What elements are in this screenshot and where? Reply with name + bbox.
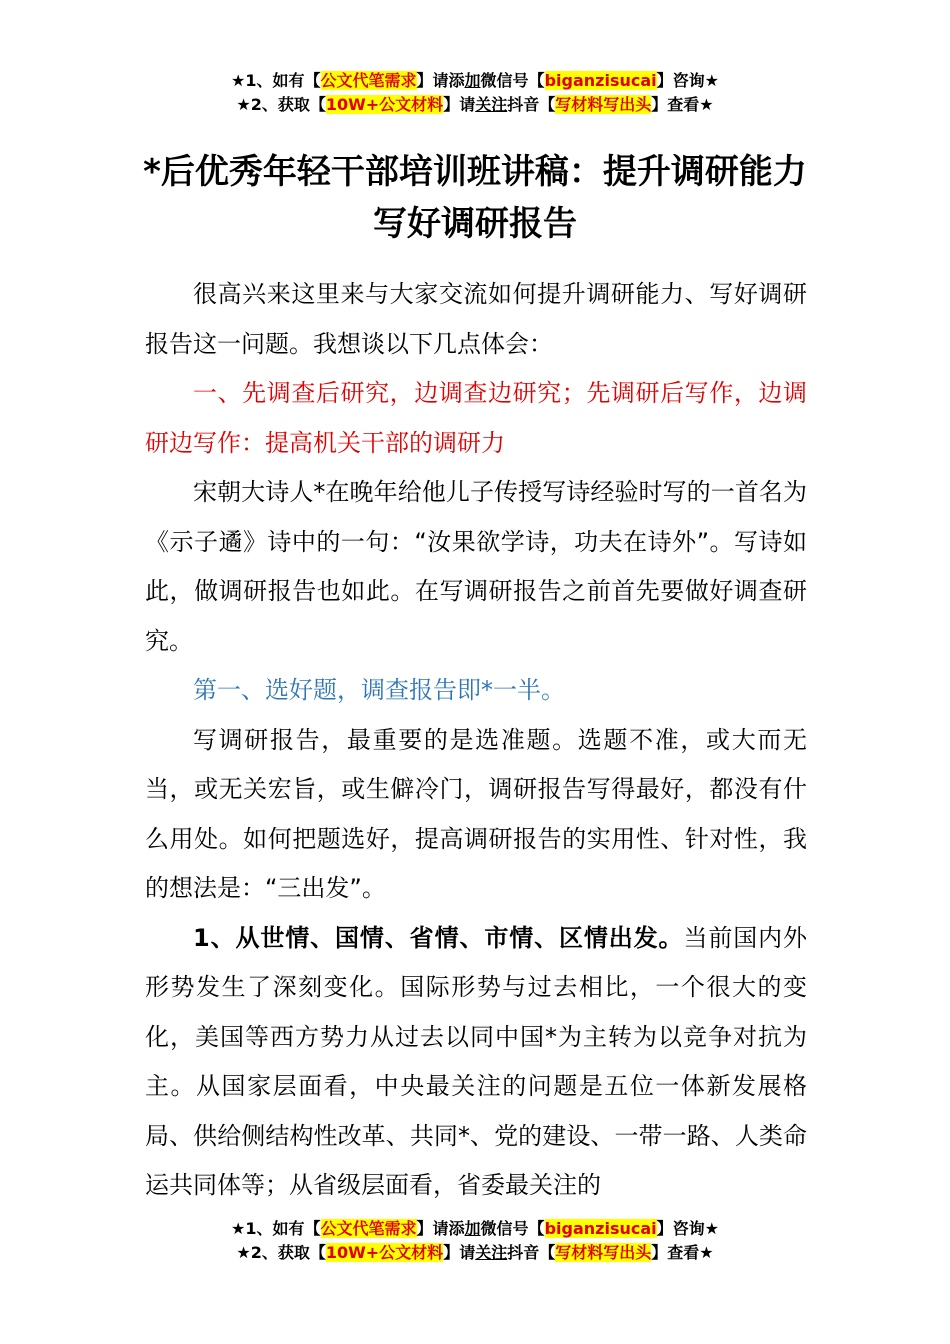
- banner-text: 】请: [443, 1243, 476, 1262]
- underlined-text: 关注: [475, 95, 508, 114]
- highlight-wechat-id: biganzisucai: [544, 1219, 657, 1238]
- banner-text: 】查看★: [651, 1243, 714, 1262]
- highlight-materials: 10W+公文材料: [325, 95, 444, 114]
- banner-line-2: [0, 1241, 950, 1265]
- document-body: [145, 270, 807, 1211]
- header-banner: [0, 69, 950, 117]
- subsection-heading: 第一、选好题，调查报告即*一半。: [193, 676, 565, 704]
- underlined-text: 加: [464, 1219, 481, 1238]
- highlight-wechat-id: biganzisucai: [544, 71, 657, 90]
- banner-text: ★1、如有【: [231, 71, 321, 90]
- body-paragraph: [145, 914, 807, 1211]
- banner-text: 微信号【: [480, 71, 545, 90]
- banner-text: 】请: [443, 95, 476, 114]
- footer-banner: [0, 1217, 950, 1265]
- highlight-service: 公文代笔需求: [320, 71, 417, 90]
- highlight-douyin: 写材料写出头: [555, 95, 652, 114]
- highlight-materials: 10W+公文材料: [325, 1243, 444, 1262]
- banner-text: ★1、如有【: [231, 1219, 321, 1238]
- body-paragraph: 宋朝大诗人*在晚年给他儿子传授写诗经验时写的一首名为《示子遹》诗中的一句：“汝果欲学诗，功夫在诗外”。写诗如此，做调研报告也如此。在写调研报告之前首先要做好调查研究。: [145, 478, 807, 655]
- banner-text: 微信号【: [480, 1219, 545, 1238]
- banner-text: 】请添: [416, 71, 465, 90]
- highlight-service: 公文代笔需求: [320, 1219, 417, 1238]
- banner-text: 】请添: [416, 1219, 465, 1238]
- banner-text: 抖音【: [507, 1243, 556, 1262]
- underlined-text: 加: [464, 71, 481, 90]
- document-title: *后优秀年轻干部培训班讲稿：提升调研能力写好调研报告: [143, 152, 807, 244]
- banner-line-2: [0, 93, 950, 117]
- intro-paragraph: 很高兴来这里来与大家交流如何提升调研能力、写好调研报告这一问题。我想谈以下几点体会：: [145, 280, 807, 358]
- banner-text: ★2、获取【: [236, 95, 326, 114]
- point-heading: 1、从世情、国情、省情、市情、区情出发。: [193, 923, 684, 952]
- banner-line-1: [0, 69, 950, 93]
- section-heading: 一、先调查后研究，边调查边研究；先调研后写作，边调研边写作：提高机关干部的调研力: [145, 379, 807, 457]
- banner-text: 】查看★: [651, 95, 714, 114]
- highlight-douyin: 写材料写出头: [555, 1243, 652, 1262]
- underlined-text: 关注: [475, 1243, 508, 1262]
- banner-text: 】咨询★: [656, 1219, 719, 1238]
- banner-text: ★2、获取【: [236, 1243, 326, 1262]
- banner-text: 抖音【: [507, 95, 556, 114]
- body-paragraph: 写调研报告，最重要的是选准题。选题不准，或大而无当，或无关宏旨，或生僻冷门，调研报告写得最好，都没有什么用处。如何把题选好，提高调研报告的实用性、针对性，我的想法是：“三出发”。: [145, 725, 807, 902]
- point-text: 当前国内外形势发生了深刻变化。国际形势与过去相比，一个很大的变化，美国等西方势力从过去以同中国*为主转为以竞争对抗为主。从国家层面看，中央最关注的问题是五位一体新发展格局、供给侧结构性改革、共同*、党的建设、一带一路、人类命运共同体等；从省级层面看，省委最关注的: [145, 923, 808, 1199]
- banner-line-1: [0, 1217, 950, 1241]
- banner-text: 】咨询★: [656, 71, 719, 90]
